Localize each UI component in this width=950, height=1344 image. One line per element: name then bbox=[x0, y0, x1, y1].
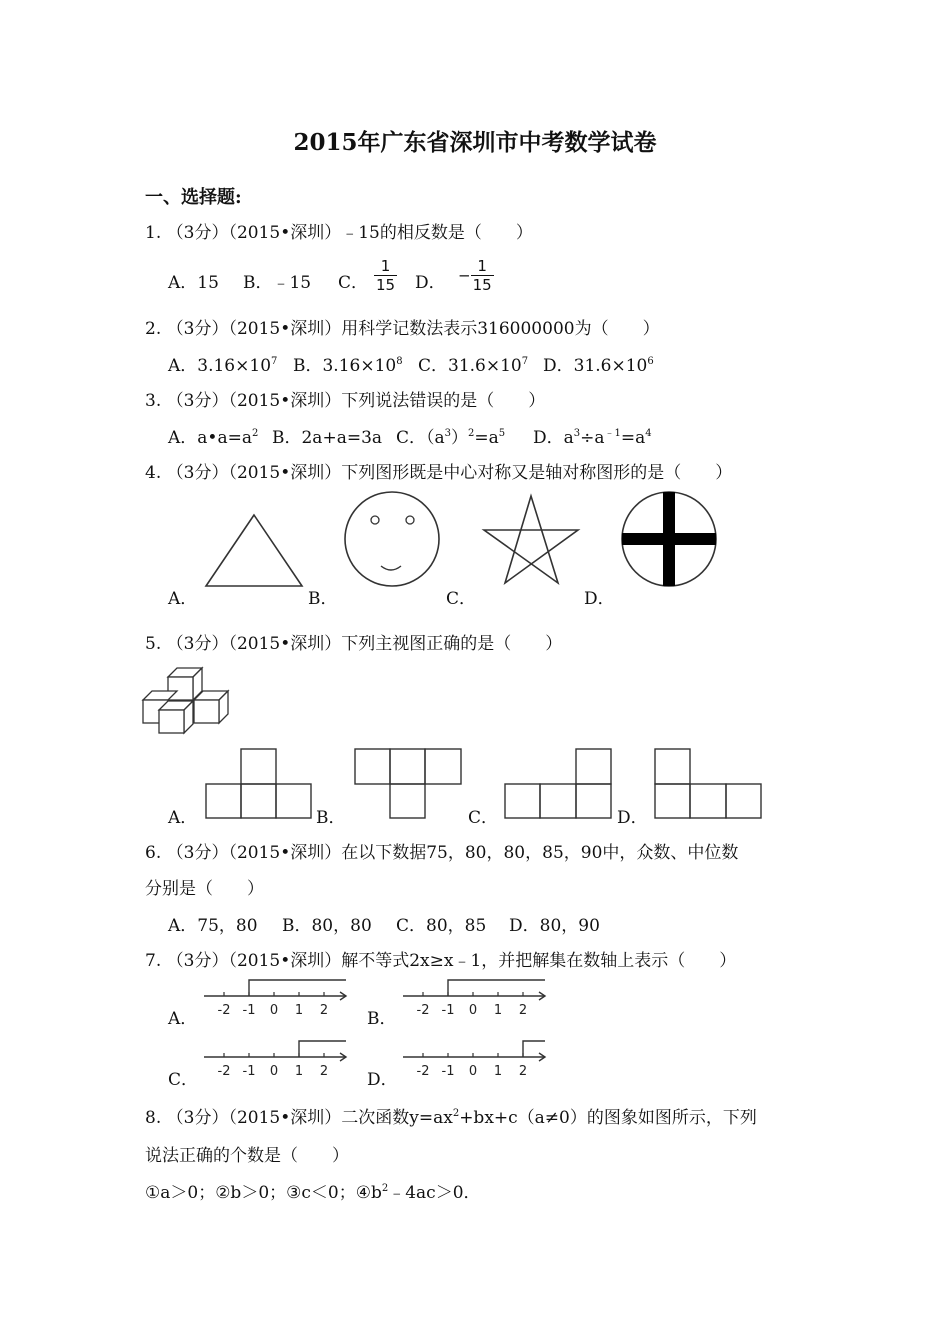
question-8-stem-line2: 说法正确的个数是（ ） bbox=[145, 1146, 349, 1166]
number-line-b bbox=[403, 980, 545, 1018]
q7-option-d: D． bbox=[367, 1070, 398, 1090]
page-title: 2015年广东省深圳市中考数学试卷 bbox=[293, 129, 657, 156]
question-1-stem: 1. （3分）（2015•深圳）﹣15的相反数是（ ） bbox=[145, 223, 533, 243]
number-line-tick-label: 2 bbox=[518, 1003, 528, 1018]
q2-option-a: A．$3.16\times 10^7$ bbox=[168, 356, 278, 376]
q4-option-d: D． bbox=[584, 589, 615, 609]
q5-option-c: C． bbox=[468, 808, 499, 828]
number-line-d bbox=[403, 1041, 545, 1079]
q1-option-d-fraction: − $\frac{1}{15}$ bbox=[458, 257, 492, 294]
question-6-stem: 6. （3分）（2015•深圳）在以下数据75，80，80，85，90中，众数、中位数 bbox=[145, 843, 739, 863]
q1-option-a: A．15 bbox=[168, 273, 219, 293]
number-line-tick-label: 0 bbox=[468, 1064, 478, 1079]
solution-set-bracket bbox=[299, 1041, 346, 1057]
number-line-c bbox=[204, 1041, 346, 1079]
number-line-tick-label: -1 bbox=[441, 1064, 455, 1079]
question-2-stem: 2. （3分）（2015•深圳）用科学记数法表示316000000为（ ） bbox=[145, 319, 660, 339]
question-6-stem-line2: 分别是（ ） bbox=[145, 879, 264, 899]
q1-option-d: D． bbox=[415, 273, 446, 293]
q1-option-b: B．﹣15 bbox=[243, 273, 312, 293]
number-line-tick-label: 1 bbox=[294, 1003, 304, 1018]
number-line-tick-label: -2 bbox=[217, 1003, 231, 1018]
q1-option-c: C． bbox=[338, 273, 369, 293]
q6-option-c: C．80，85 bbox=[396, 916, 487, 936]
q4-option-b: B． bbox=[308, 589, 338, 609]
q3-option-b: B．2a+a=3a bbox=[272, 428, 383, 448]
q2-option-c: C．$31.6\times 10^7$ bbox=[418, 356, 529, 376]
q7-option-c: C． bbox=[168, 1070, 199, 1090]
q3-option-a: A．$a•a=a^2$ bbox=[168, 428, 259, 448]
number-line-tick-label: -2 bbox=[416, 1003, 430, 1018]
q5-option-b: B． bbox=[316, 808, 346, 828]
q6-option-d: D．80，90 bbox=[509, 916, 600, 936]
number-line-tick-label: 1 bbox=[493, 1003, 503, 1018]
number-line-tick-label: -1 bbox=[242, 1064, 256, 1079]
number-line-a bbox=[204, 980, 346, 1018]
q7-option-a: A． bbox=[168, 1009, 198, 1029]
number-line-tick-label: 0 bbox=[269, 1003, 279, 1018]
q7-option-b: B． bbox=[367, 1009, 397, 1029]
q4-option-a: A． bbox=[168, 589, 198, 609]
q2-option-d: D．$31.6\times 10^6$ bbox=[543, 356, 654, 376]
number-line-tick-label: 2 bbox=[319, 1064, 329, 1079]
number-line-tick-label: 0 bbox=[269, 1064, 279, 1079]
number-line-tick-label: -2 bbox=[217, 1064, 231, 1079]
q3-option-d: D．$a^3\div a^{﹣1}=a^4$ bbox=[533, 428, 652, 448]
number-line-tick-label: 2 bbox=[518, 1064, 528, 1079]
q5-option-d: D． bbox=[617, 808, 648, 828]
number-line-tick-label: -1 bbox=[242, 1003, 256, 1018]
number-line-tick-label: -1 bbox=[441, 1003, 455, 1018]
question-8-stem: 8. （3分）（2015•深圳）二次函数$y=ax^2+bx+c(a\ne 0)$的图象如图所示，下列 bbox=[145, 1108, 757, 1128]
q3-option-c: C．$(a^3)^2=a^5$ bbox=[396, 428, 506, 448]
solution-set-bracket bbox=[448, 980, 545, 996]
question-4-stem: 4. （3分）（2015•深圳）下列图形既是中心对称又是轴对称图形的是（ ） bbox=[145, 463, 733, 483]
section-heading: 一、选择题: bbox=[145, 187, 242, 208]
number-line-tick-label: -2 bbox=[416, 1064, 430, 1079]
q6-option-a: A．75，80 bbox=[168, 916, 258, 936]
number-line-tick-label: 1 bbox=[493, 1064, 503, 1079]
q1-option-c-fraction: $\frac{1}{15}$ bbox=[376, 257, 396, 294]
q4-option-c: C． bbox=[446, 589, 477, 609]
solution-set-bracket bbox=[249, 980, 346, 996]
q6-option-b: B．80，80 bbox=[282, 916, 372, 936]
question-8-statements: ①a＞0；②b＞0；③c＜0；$④b^2﹣4ac>0$． bbox=[145, 1183, 481, 1203]
number-line-tick-label: 2 bbox=[319, 1003, 329, 1018]
number-line-tick-label: 0 bbox=[468, 1003, 478, 1018]
question-3-stem: 3. （3分）（2015•深圳）下列说法错误的是（ ） bbox=[145, 391, 546, 411]
question-7-stem: 7. （3分）（2015•深圳）解不等式2x≥x﹣1，并把解集在数轴上表示（ ） bbox=[145, 951, 737, 971]
number-line-tick-label: 1 bbox=[294, 1064, 304, 1079]
q2-option-b: B．$3.16\times 10^8$ bbox=[293, 356, 403, 376]
q5-option-a: A． bbox=[168, 808, 198, 828]
question-5-stem: 5. （3分）（2015•深圳）下列主视图正确的是（ ） bbox=[145, 634, 563, 654]
